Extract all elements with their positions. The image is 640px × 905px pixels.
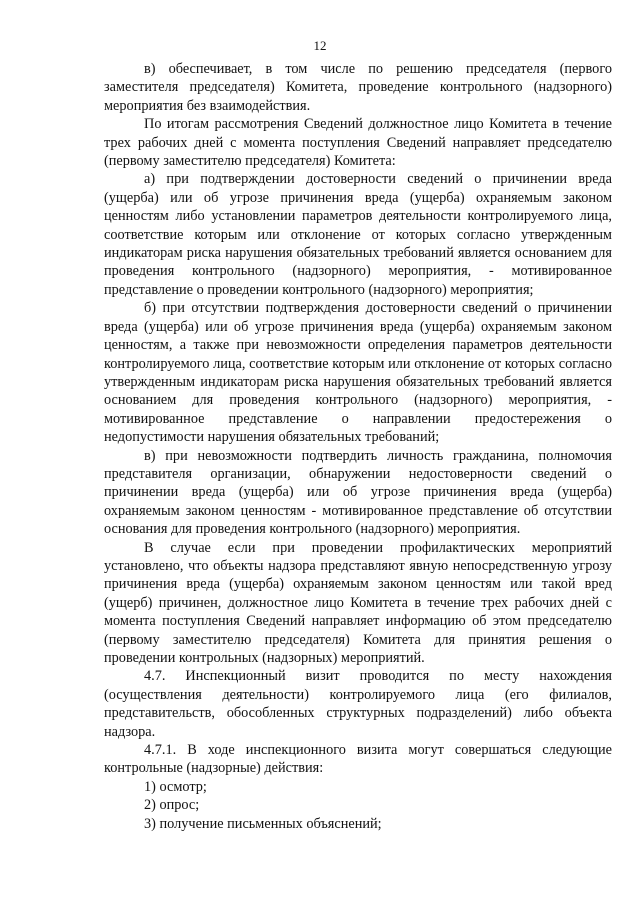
paragraph-item-v: в) при невозможности подтвердить личность гражданина, полномочия представителя организации, обнаружении недостоверности сведений о причинении вреда (ущерба) или об угрозе причинения вреда (ущерба) охраняемым законом ценностям - мотивированное представление об отсутствии основания для проведения контрольного (надзорного) мероприятия.: [104, 447, 612, 538]
paragraph-item-a: а) при подтверждении достоверности сведений о причинении вреда (ущерба) или об угрозе причинения вреда (ущерба) охраняемым законом ценностям либо установлении параметров деятельности контролируемого лица, соответствие которым или отклонение от которых согласно утвержденным индикаторам риска нарушения обязательных требований является основанием для проведения контрольного (надзорного) мероприятия, - мотивированное представление о проведении контрольного (надзорного) мероприятия;: [104, 171, 612, 298]
paragraph-section-4-7-1: 4.7.1. В ходе инспекционного визита могут совершаться следующие контрольные (надзорные) действия:: [104, 742, 612, 777]
list-item-inspection: 1) осмотр;: [144, 778, 207, 795]
paragraph-item-b: б) при отсутствии подтверждения достоверности сведений о причинении вреда (ущерба) или об угрозе причинения вреда (ущерба) охраняемым законом ценностям, а также при невозможности определения параметров деятельности контролируемого лица, соответствие которым или отклонение от которых согласно утвержденным индикаторам риска нарушения обязательных требований является основанием для проведения контрольного (надзорного) мероприятия, - мотивированное представление о направлении предостережения о недопустимости нарушения обязательных требований;: [104, 300, 612, 446]
paragraph-preventive-measures: В случае если при проведении профилактических мероприятий установлено, что объекты надзора представляют явную непосредственную угрозу причинения вреда (ущерба) охраняемым законом ценностям или такой вред (ущерб) причинен, должностное лицо Комитета в течение трех рабочих дней с момента поступления Сведений направляет информацию об этом председателю (первому заместителю председателя) Комитета для принятия решения о проведении контрольных (надзорных) мероприятий.: [104, 539, 612, 666]
document-body: [104, 60, 612, 833]
list-item-written-explanations: 3) получение письменных объяснений;: [144, 815, 382, 832]
paragraph-section-4-7: 4.7. Инспекционный визит проводится по месту нахождения (осуществления деятельности) контролируемого лица (его филиалов, представительств, обособленных структурных подразделений) либо объекта надзора.: [104, 668, 612, 740]
page-number: 12: [313, 38, 327, 53]
paragraph-review-results: По итогам рассмотрения Сведений должностное лицо Комитета в течение трех рабочих дней с момента поступления Сведений направляет председателю (первому заместителю председателя) Комитета:: [104, 116, 612, 170]
list-item-survey: 2) опрос;: [144, 797, 200, 814]
paragraph-item-v-ensures: в) обеспечивает, в том числе по решению председателя (первого заместителя председателя) Комитета, проведение контрольного (надзорного) мероприятия без взаимодействия.: [104, 61, 612, 114]
